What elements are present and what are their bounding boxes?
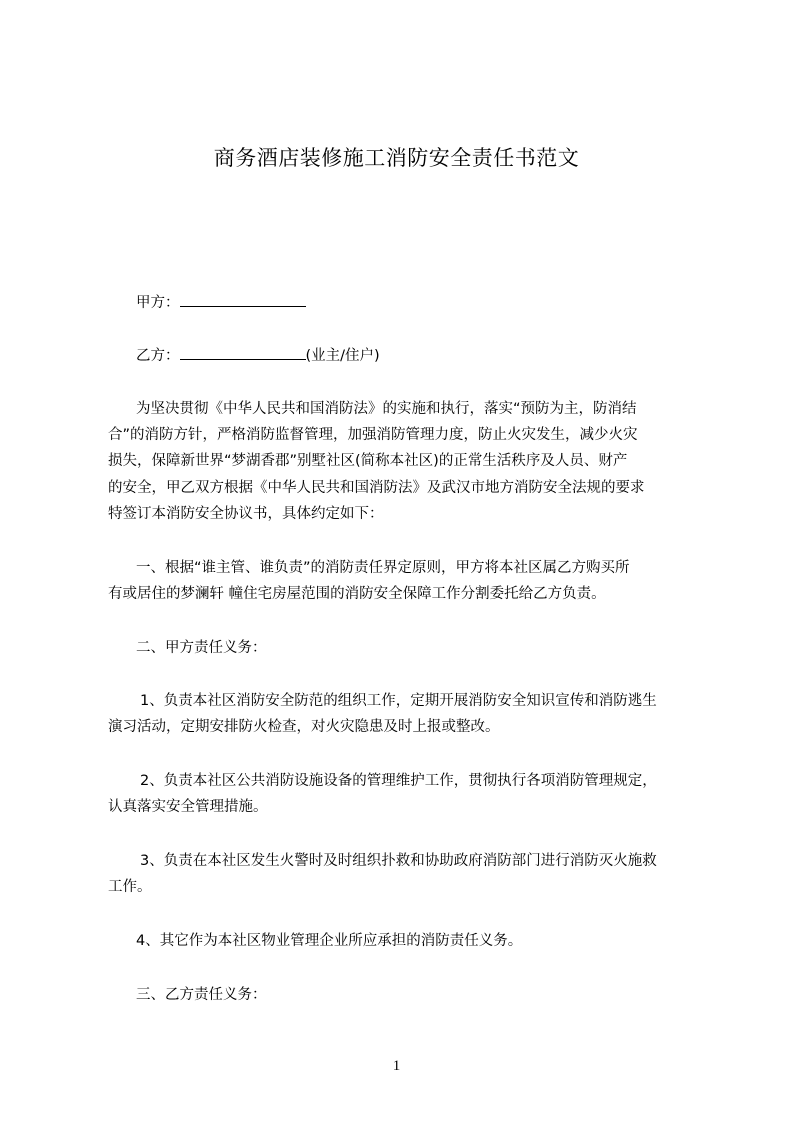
paragraph-line: 损失，保障新世界“梦湖香郡”别墅社区(简称本社区)的正常生活秩序及人员、财产 [108,453,628,469]
paragraph-line: 1、负责本社区消防安全防范的组织工作，定期开展消防安全知识宣传和消防逃生 [140,693,657,709]
section-2-heading: 二、甲方责任义务： [136,640,267,656]
paragraph-line: 合”的消防方针，严格消防监督管理，加强消防管理力度，防止火灾发生，减少火灾 [108,427,638,443]
party-b-suffix: (业主/住户) [305,348,380,364]
paragraph-line: 3、负责在本社区发生火警时及时组织扑救和协助政府消防部门进行消防灭火施救 [140,853,657,869]
page-title: 商务酒店装修施工消防安全责任书范文 [213,146,580,170]
paragraph-line: 工作。 [108,879,152,895]
party-b-line [136,345,736,366]
party-a-line [136,292,736,313]
item-4-paragraph: 4、其它作为本社区物业管理企业所应承担的消防责任义务。 [136,933,523,949]
paragraph-line: 演习活动，定期安排防火检查，对火灾隐患及时上报或整改。 [108,719,500,735]
party-a-label: 甲方： [136,295,180,311]
page-number: 1 [392,1058,401,1074]
party-b-blank [180,345,306,360]
section-3-heading: 三、乙方责任义务： [136,987,267,1003]
paragraph-line: 2、负责本社区公共消防设施设备的管理维护工作，贯彻执行各项消防管理规定， [140,773,657,789]
paragraph-line: 为坚决贯彻《中华人民共和国消防法》的实施和执行，落实“预防为主，防消结 [136,401,637,417]
party-b-label: 乙方： [136,348,180,364]
paragraph-line: 的安全，甲乙双方根据《中华人民共和国消防法》及武汉市地方消防安全法规的要求 [108,480,645,496]
paragraph-line: 认真落实安全管理措施。 [108,799,268,815]
paragraph-line: 一、根据“谁主管、谁负责”的消防责任界定原则，甲方将本社区属乙方购买所 [136,560,630,576]
paragraph-line: 特签订本消防安全协议书，具体约定如下： [108,506,384,522]
paragraph-line: 有或居住的梦澜轩 幢住宅房屋范围的消防安全保障工作分割委托给乙方负责。 [108,586,606,602]
party-a-blank [180,292,306,307]
